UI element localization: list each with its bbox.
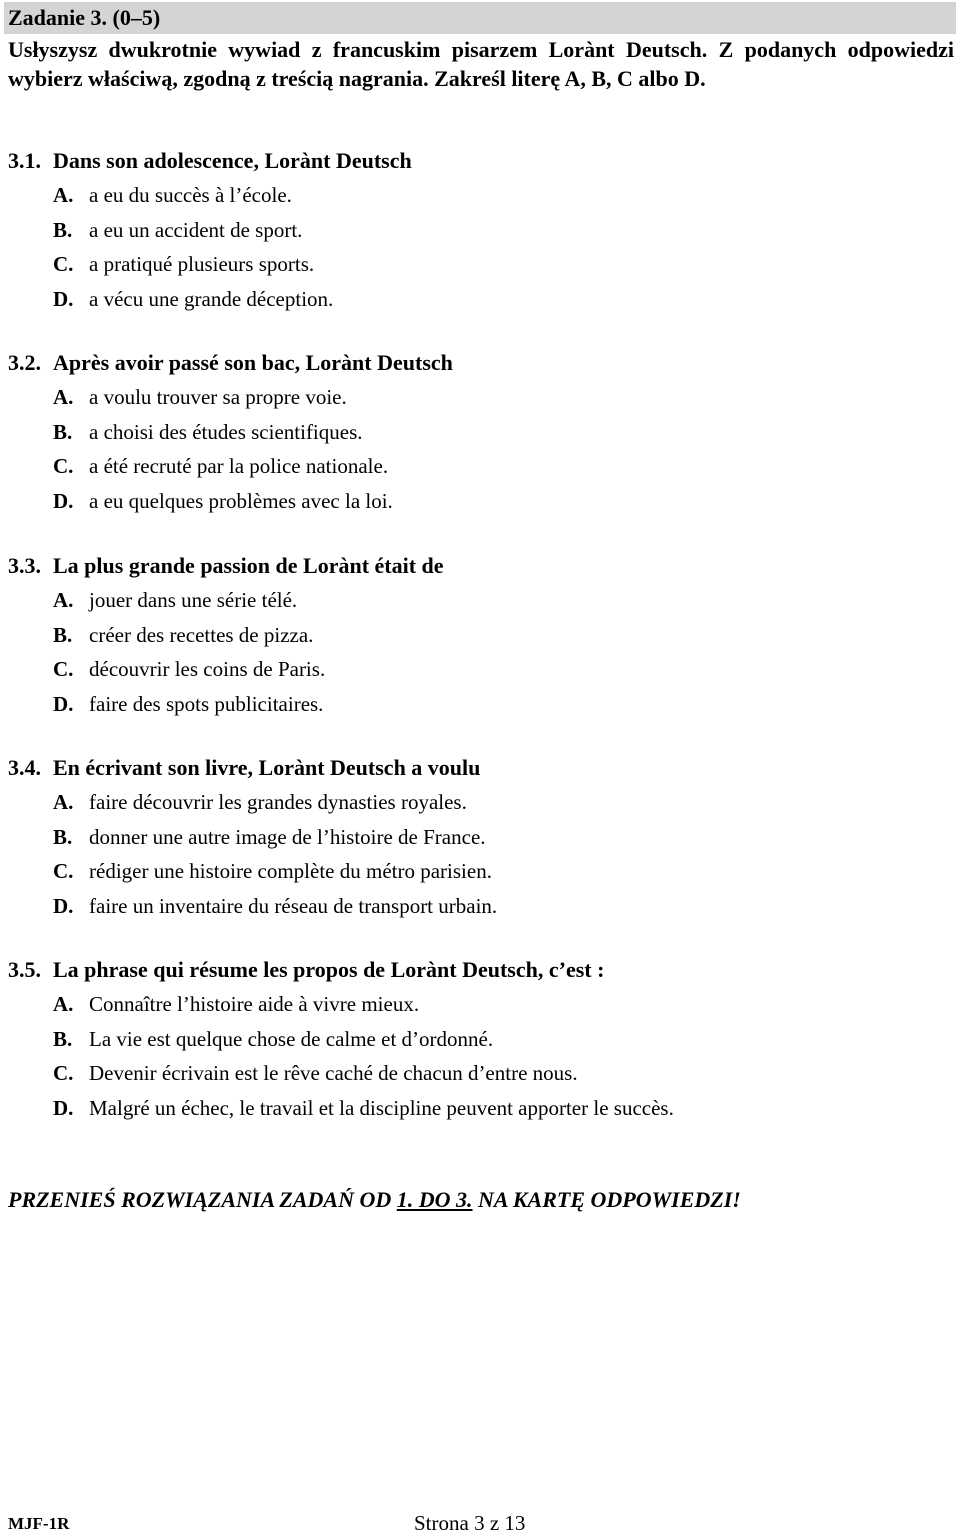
- option-text: Connaître l’histoire aide à vivre mieux.: [89, 992, 420, 1016]
- option-text: a voulu trouver sa propre voie.: [89, 385, 347, 409]
- option-c[interactable]: [8, 247, 948, 282]
- option-text: a choisi des études scientifiques.: [89, 419, 363, 444]
- question-number: 3.3.: [8, 553, 41, 578]
- option-a[interactable]: [8, 178, 948, 213]
- option-d[interactable]: [8, 484, 948, 519]
- option-letter: A.: [53, 790, 74, 814]
- option-text: a eu un accident de sport.: [89, 217, 303, 242]
- option-letter: B.: [53, 622, 73, 647]
- question-number: 3.5.: [8, 957, 41, 982]
- option-letter: C.: [53, 859, 74, 883]
- option-text: donner une autre image de l’histoire de France.: [89, 824, 486, 849]
- question-3-2: [8, 346, 948, 518]
- option-b[interactable]: [8, 415, 948, 450]
- option-letter: D.: [53, 488, 74, 513]
- option-d[interactable]: [8, 282, 948, 317]
- option-letter: B.: [53, 1026, 73, 1051]
- question-title: [8, 751, 948, 785]
- option-letter: C.: [53, 657, 74, 681]
- option-letter: A.: [53, 183, 74, 207]
- option-text: La vie est quelque chose de calme et d’ordonné.: [89, 1026, 494, 1051]
- transfer-answers-note: [8, 1183, 741, 1217]
- option-text: a eu du succès à l’école.: [89, 183, 292, 207]
- option-text: a eu quelques problèmes avec la loi.: [89, 488, 393, 513]
- option-text: Devenir écrivain est le rêve caché de chacun d’entre nous.: [89, 1061, 578, 1085]
- question-title: [8, 346, 948, 380]
- question-text: La phrase qui résume les propos de Lorànt Deutsch, c’est :: [53, 957, 605, 982]
- option-text: faire un inventaire du réseau de transport urbain.: [89, 893, 498, 918]
- option-c[interactable]: [8, 1056, 948, 1091]
- option-a[interactable]: [8, 583, 948, 618]
- option-a[interactable]: [8, 785, 948, 820]
- question-title: [8, 549, 948, 583]
- page-number: Strona 3 z 13: [414, 1511, 526, 1535]
- question-3-1: [8, 144, 948, 316]
- option-letter: C.: [53, 252, 74, 276]
- task-title: Zadanie 3. (0–5): [8, 5, 161, 30]
- option-letter: D.: [53, 893, 74, 918]
- option-b[interactable]: [8, 618, 948, 653]
- note-task-range: 1. DO 3.: [396, 1187, 473, 1212]
- option-c[interactable]: [8, 854, 948, 889]
- note-part-1: PRZENIEŚ ROZWIĄZANIA ZADAŃ OD: [8, 1187, 397, 1212]
- question-title: [8, 144, 948, 178]
- option-text: créer des recettes de pizza.: [89, 622, 314, 647]
- option-letter: B.: [53, 217, 73, 242]
- note-part-3: NA KARTĘ ODPOWIEDZI!: [472, 1187, 741, 1212]
- question-text: En écrivant son livre, Lorànt Deutsch a voulu: [53, 755, 481, 780]
- option-text: Malgré un échec, le travail et la discipline peuvent apporter le succès.: [89, 1095, 674, 1120]
- option-c[interactable]: [8, 449, 948, 484]
- task-header: [4, 2, 956, 34]
- option-letter: D.: [53, 1095, 74, 1120]
- option-letter: A.: [53, 588, 74, 612]
- instruction-text: Usłyszysz dwukrotnie wywiad z francuskim pisarzem Lorànt Deutsch. Z podanych odpowiedzi wybierz właściwą, zgodną z treścią nagrania. Zakreśl literę A, B, C albo D.: [8, 37, 954, 91]
- question-3-5: [8, 953, 948, 1125]
- option-letter: B.: [53, 824, 73, 849]
- question-title: [8, 953, 948, 987]
- question-number: 3.2.: [8, 350, 41, 375]
- option-b[interactable]: [8, 1022, 948, 1057]
- option-letter: C.: [53, 1061, 74, 1085]
- option-text: a été recruté par la police nationale.: [89, 454, 389, 478]
- option-letter: D.: [53, 691, 74, 716]
- exam-code: MJF-1R: [8, 1514, 70, 1533]
- task-instruction: [8, 35, 954, 93]
- question-number: 3.1.: [8, 148, 41, 173]
- question-3-4: [8, 751, 948, 923]
- option-a[interactable]: [8, 380, 948, 415]
- option-b[interactable]: [8, 820, 948, 855]
- option-c[interactable]: [8, 652, 948, 687]
- option-letter: D.: [53, 286, 74, 311]
- question-text: La plus grande passion de Lorànt était de: [53, 553, 444, 578]
- question-3-3: [8, 549, 948, 721]
- option-letter: A.: [53, 385, 74, 409]
- option-d[interactable]: [8, 1091, 948, 1126]
- option-text: a vécu une grande déception.: [89, 286, 334, 311]
- option-text: découvrir les coins de Paris.: [89, 657, 326, 681]
- option-text: faire découvrir les grandes dynasties royales.: [89, 790, 467, 814]
- option-d[interactable]: [8, 889, 948, 924]
- option-text: rédiger une histoire complète du métro parisien.: [89, 859, 492, 883]
- option-letter: B.: [53, 419, 73, 444]
- option-letter: C.: [53, 454, 74, 478]
- option-text: faire des spots publicitaires.: [89, 691, 324, 716]
- question-number: 3.4.: [8, 755, 41, 780]
- option-text: a pratiqué plusieurs sports.: [89, 252, 315, 276]
- option-a[interactable]: [8, 987, 948, 1022]
- option-b[interactable]: [8, 213, 948, 248]
- option-letter: A.: [53, 992, 74, 1016]
- question-text: Dans son adolescence, Lorànt Deutsch: [53, 148, 412, 173]
- option-text: jouer dans une série télé.: [89, 588, 298, 612]
- question-text: Après avoir passé son bac, Lorànt Deutsch: [53, 350, 453, 375]
- option-d[interactable]: [8, 687, 948, 722]
